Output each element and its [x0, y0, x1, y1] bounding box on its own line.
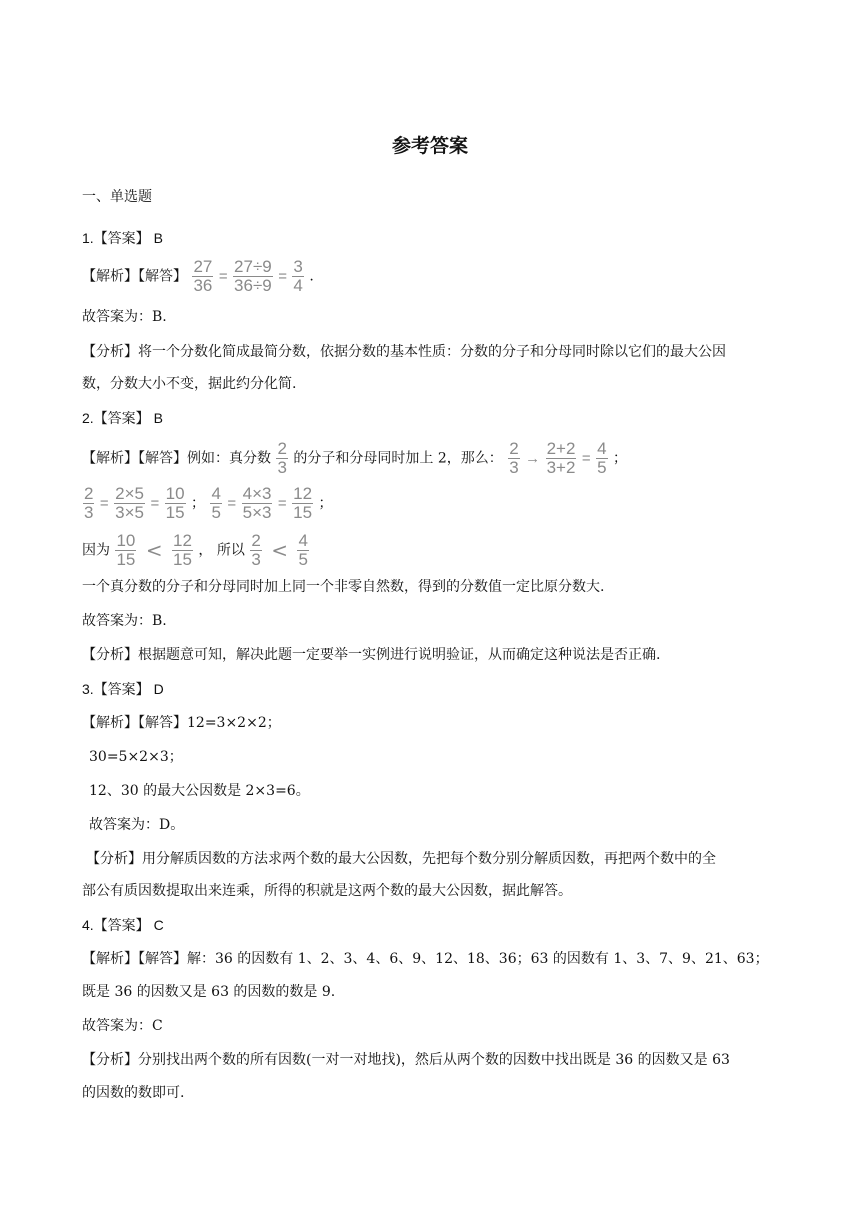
q3-analysis-line1: 【分析】用分解质因数的方法求两个数的最大公因数，先把每个数分别分解质因数，再把两个数中的全 [86, 851, 716, 867]
q1-analysis-line1: 【分析】将一个分数化简成最简分数，依据分数的基本性质：分数的分子和分母同时除以它们的最大公因 [82, 344, 726, 360]
q2-conclusion: 故答案为：B. [82, 613, 167, 629]
q1-fraction-result: $\frac{3}{4}$ [293, 257, 303, 295]
q4-analysis-line2: 的因数的数即可. [82, 1085, 185, 1101]
q2-statement: 一个真分数的分子和分母同时加上同一个非零自然数，得到的分数值一定比原分数大. [82, 579, 605, 595]
q4-solution-line1: 【解析】【解答】解：36 的因数有 1、2、3、4、6、9、12、18、36；63 的因数有 1、3、7、9、21、63； [82, 951, 769, 967]
q2-answer: 2.【答案】 B [82, 410, 163, 426]
q4-analysis-line1: 【分析】分别找出两个数的所有因数(一对一对地找)，然后从两个数的因数中找出既是 36 的因数又是 63 [82, 1052, 730, 1068]
arrow-icon: → [525, 449, 541, 467]
q4-conclusion: 故答案为：C [82, 1018, 163, 1034]
q2-solution-line2: $\frac{2}{3}$ = $\frac{2\times 5}{3\times 5}$ = $\frac{10}{15}$ ； $\frac{4}{5}$ = $\frac{4\times 3}{5\times 3}$ = $\frac{12}{15}$ ； [84, 484, 333, 522]
q3-analysis-line2: 部公有质因数提取出来连乘，所得的积就是这两个数的最大公因数，据此解答。 [82, 883, 572, 899]
page-title: 参考答案 [391, 135, 468, 157]
q4-solution-line2: 既是 36 的因数又是 63 的因数的数是 9. [82, 984, 336, 1000]
q3-solution-line1: 【解析】【解答】12=3×2×2； [82, 715, 281, 731]
q2-analysis: 【分析】根据题意可知，解决此题一定要举一实例进行说明验证，从而确定这种说法是否正确. [82, 647, 661, 663]
q3-answer: 3.【答案】 D [82, 681, 164, 697]
q2-solution-line3: 因为 $\frac{10}{15}$ < $\frac{12}{15}$ ， 所以 $\frac{2}{3}$ < $\frac{4}{5}$ [82, 531, 308, 569]
q3-solution-line3: 12、30 的最大公因数是 2×3=6。 [89, 783, 310, 799]
q1-answer: 1.【答案】 B [82, 230, 163, 246]
q3-solution-line2: 30=5×2×3； [89, 749, 183, 765]
q2-fraction-2-3: $\frac{2}{3}$ [277, 439, 287, 477]
q4-answer: 4.【答案】 C [82, 917, 164, 933]
q1-conclusion: 故答案为：B. [82, 309, 167, 325]
q1-solution: 【解析】【解答】 $\frac{27}{36}$ = $\frac{27\div 9}{36\div 9}$ = $\frac{3}{4}$ . [82, 257, 314, 295]
section-heading: 一、单选题 [82, 189, 152, 205]
q2-solution-line1: 【解析】【解答】例如：真分数 $\frac{2}{3}$ 的分子和分母同时加上 2，那么： $\frac{2}{3}$ → $\frac{2+2}{3+2}$ = $\frac{4}{5}$ ； [82, 439, 627, 477]
q1-analysis-line2: 数，分数大小不变，据此约分化简. [82, 376, 297, 392]
q1-fraction-divide: $\frac{27\div 9}{36\div 9}$ [234, 257, 272, 295]
q1-fraction-original: $\frac{27}{36}$ [193, 257, 213, 295]
q1-solution-label: 【解析】【解答】 [82, 268, 187, 285]
q3-conclusion: 故答案为：D。 [89, 817, 185, 833]
